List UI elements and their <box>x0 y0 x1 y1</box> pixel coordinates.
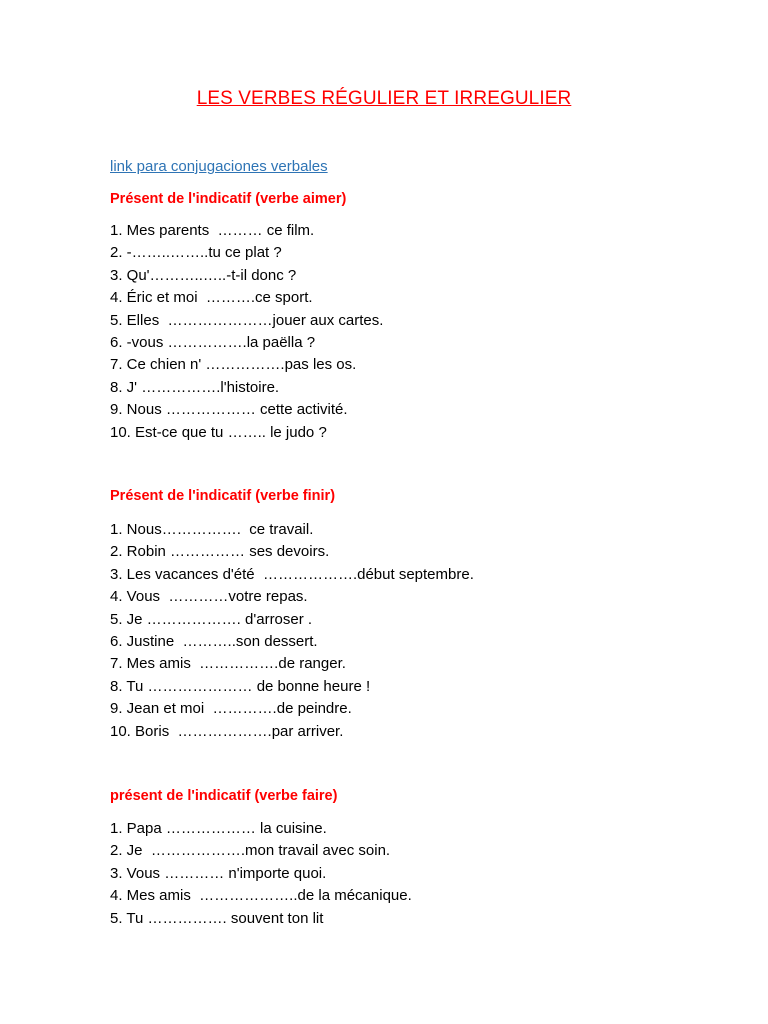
conjugation-link[interactable]: link para conjugaciones verbales <box>110 158 328 175</box>
exercise-item: 10. Boris ……………….par arriver. <box>110 722 344 740</box>
page-title: LES VERBES RÉGULIER ET IRREGULIER <box>196 88 572 109</box>
exercise-item: 2. Je ……………….mon travail avec soin. <box>110 842 391 860</box>
exercise-list-aimer <box>110 220 383 444</box>
exercise-item: 9. Nous ……………… cette activité. <box>110 401 348 419</box>
exercise-item: 7. Mes amis …………….de ranger. <box>110 655 346 673</box>
exercise-item: 9. Jean et moi ………….de peindre. <box>110 700 352 718</box>
exercise-item: 1. Mes parents ……… ce film. <box>110 222 315 239</box>
exercise-item: 5. Elles …………………jouer aux cartes. <box>110 311 384 329</box>
exercise-item: 6. -vous …………….la paëlla ? <box>110 333 316 351</box>
exercise-item: 1. Nous……………. ce travail. <box>110 521 314 538</box>
exercise-item: 1. Papa ……………… la cuisine. <box>110 820 327 837</box>
section-heading-faire: présent de l'indicatif (verbe faire) <box>110 788 338 804</box>
exercise-item: 10. Est-ce que tu …….. le judo ? <box>110 423 327 441</box>
exercise-list-finir <box>110 519 474 743</box>
exercise-item: 5. Je ………………. d'arroser . <box>110 610 313 628</box>
section-heading-finir: Présent de l'indicatif (verbe finir) <box>110 488 336 504</box>
exercise-item: 3. Vous ………… n'importe quoi. <box>110 864 327 882</box>
exercise-item: 8. J' …………….l'histoire. <box>110 378 280 396</box>
exercise-item: 6. Justine ………..son dessert. <box>110 632 318 650</box>
exercise-item: 2. -……..……..tu ce plat ? <box>110 244 282 262</box>
exercise-item: 3. Qu'………..…..-t-il donc ? <box>110 266 297 284</box>
exercise-item: 4. Vous …………votre repas. <box>110 588 308 606</box>
exercise-list-faire <box>110 818 412 930</box>
exercise-item: 8. Tu ………………… de bonne heure ! <box>110 677 371 695</box>
exercise-item: 3. Les vacances d'été ……………….début septembre. <box>110 565 474 583</box>
exercise-item: 4. Mes amis ………………..de la mécanique. <box>110 887 412 905</box>
exercise-item: 4. Éric et moi ……….ce sport. <box>110 289 313 307</box>
exercise-item: 2. Robin …………… ses devoirs. <box>110 543 330 561</box>
section-heading-aimer: Présent de l'indicatif (verbe aimer) <box>110 191 347 207</box>
exercise-item: 7. Ce chien n' …………….pas les os. <box>110 356 357 374</box>
exercise-item: 5. Tu ……………. souvent ton lit <box>110 909 324 927</box>
